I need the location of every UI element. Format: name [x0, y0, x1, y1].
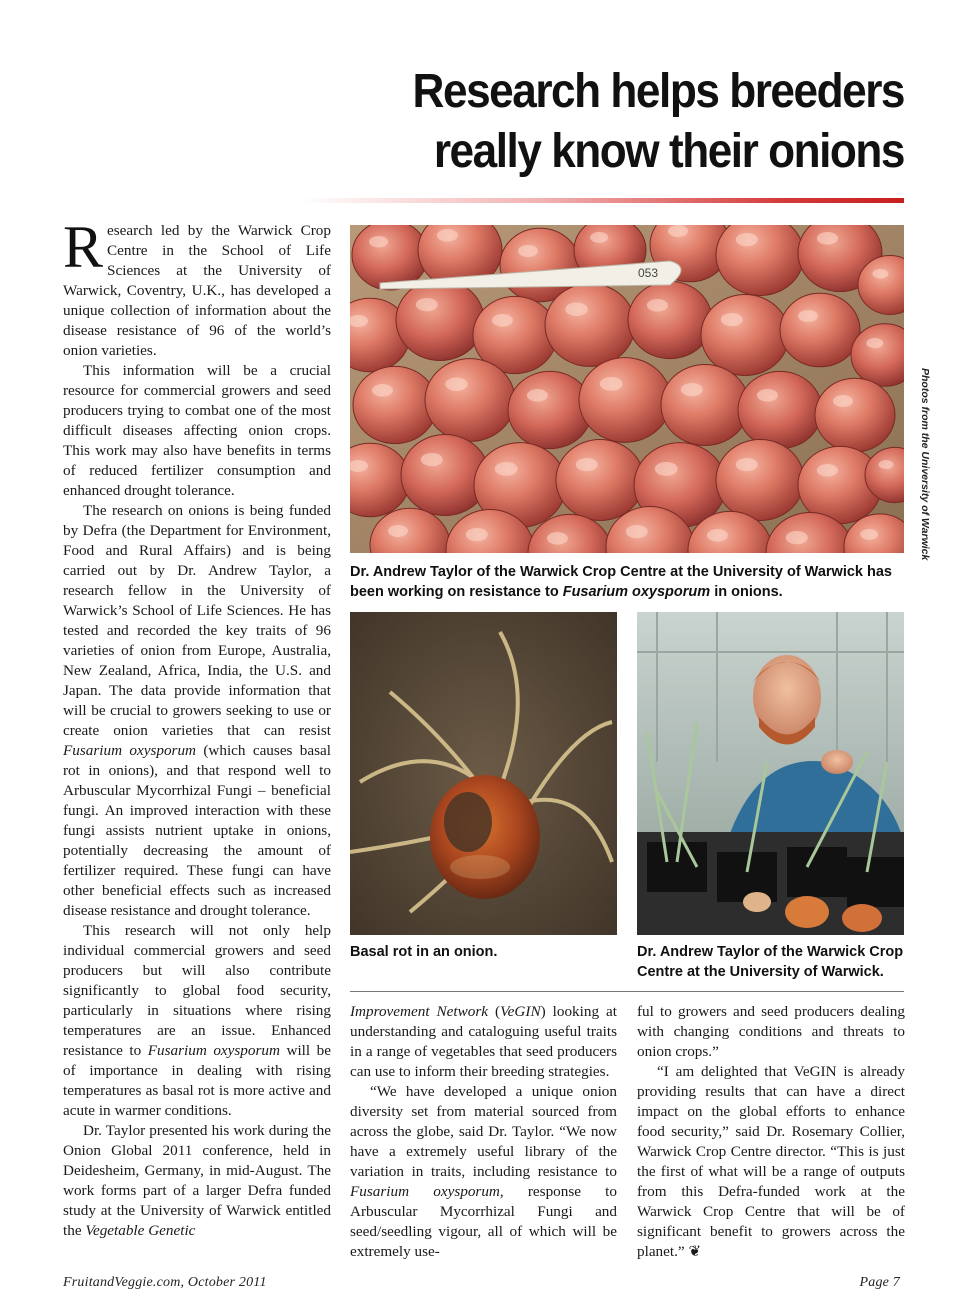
paragraph-5: Dr. Taylor presented his work during the Onion Global 2011 conference, held in Deidesheim, Germany, in mid-August. The work forms part of a larger Defra funded study at the University of Warwick entitled the Vegetable Genetic — [63, 1122, 331, 1239]
onion — [508, 371, 592, 448]
paragraph-6: “We have developed a unique onion diversity set from material sourced from across the globe, said Dr. Taylor. “We now have a extremely useful library of the variation in traits, including resistance to Fusarium oxysporum, response to Arbuscular Mycorrhizal Fungi and seed/seedling vigour, all of which will be extremely use- — [350, 1083, 617, 1260]
paragraph-2: This information will be a crucial resource for commercial growers and seed producers trying to combat one of the most difficult diseases affecting onion crops. This work may also have benefits in terms of reduced fertilizer consumption and enhanced drought tolerance. — [63, 362, 331, 499]
paragraph-5-continued: Improvement Network (VeGIN) looking at understanding and cataloguing useful traits in a range of vegetables that seed producers can use to inform their breeding strategies. — [350, 1003, 618, 1080]
caption-onions: Dr. Andrew Taylor of the Warwick Crop Centre at the University of Warwick has been working on resistance to Fusarium oxysporum in onions. — [350, 564, 892, 600]
onion — [815, 378, 895, 452]
headline-rule — [300, 198, 904, 203]
onion — [579, 358, 671, 443]
paragraph-6-continued: ful to growers and seed producers dealing with changing conditions and threats to onion crops.” — [637, 1003, 905, 1060]
article-column-3 — [637, 1002, 905, 1262]
researcher-photo — [637, 612, 904, 935]
headline-line-1: Research helps breeders — [412, 65, 904, 118]
photo-credit: Photos from the University of Warwick — [919, 368, 931, 561]
footer-page-number: Page 7 — [859, 1275, 900, 1290]
onions-crate-photo — [350, 225, 904, 553]
caption-researcher: Dr. Andrew Taylor of the Warwick Crop Centre at the University of Warwick. — [637, 944, 904, 980]
article-column-2 — [350, 1002, 617, 1262]
paragraph-1: Research led by the Warwick Crop Centre in the School of Life Sciences at the University of Warwick, Coventry, U.K., has developed a unique collection of information about the disease resistance of 96 of the world’s onion varieties. — [63, 214, 331, 359]
end-mark-icon: ❦ — [688, 1243, 702, 1260]
onion — [396, 280, 484, 361]
footer-publication: FruitandVeggie.com, October 2011 — [63, 1275, 267, 1290]
headline-line-2: really know their onions — [433, 125, 904, 178]
drop-cap: R — [63, 214, 104, 280]
onion — [425, 359, 515, 442]
paragraph-4: This research will not only help individual commercial growers and seed producers but will also contribute significantly to global food security, particularly in situations where rising temperatures are an issue. Enhanced resistance to Fusarium oxysporum will be of importance in dealing with rising temperatures as basal rot is more active and acute in warmer conditions. — [63, 922, 331, 1119]
onion — [738, 371, 822, 448]
caption-divider — [350, 991, 904, 992]
caption-basal-rot: Basal rot in an onion. — [350, 944, 498, 960]
onion — [353, 366, 437, 443]
onion — [556, 440, 644, 521]
onion — [701, 295, 789, 376]
plant-tag-number: 053 — [638, 266, 659, 280]
article-column-1 — [63, 214, 331, 1241]
basal-rot-photo — [350, 612, 617, 935]
paragraph-3: The research on onions is being funded by Defra (the Department for Environment, Food and Rural Affairs) and is being carried out by Dr. Andrew Taylor, a research fellow in the University of Warwick’s School of Life Sciences. He has tested and recorded the key traits of 96 varieties of onion from Europe, Australia, New Zealand, Africa, India, the U.S. and Japan. The data provide information that will be crucial to growers seeking to use or create onion varieties that can resist Fusarium oxysporum (which causes basal rot in onions), and that respond well to Arbuscular Mycorrhizal Fungi – beneficial fungi. An improved interaction with these fungi assists nutrient uptake in onions, potentially decreasing the amount of fertilizer required. These fungi can have other beneficial effects such as increased disease resistance and drought tolerance. — [63, 502, 331, 919]
onion — [716, 440, 804, 521]
onion — [628, 281, 712, 358]
onion — [780, 293, 860, 367]
paragraph-7: “I am delighted that VeGIN is already providing results that can have a direct impact on the global efforts to enhance food security,” said Dr. Rosemary Collier, Warwick Crop Centre director. “This is just the first of what will be a range of outputs from this Defra-funded work at the Warwick Crop Centre that will be of significant benefit to growers across the planet.” ❦ — [637, 1063, 905, 1260]
onion — [661, 365, 749, 446]
onion — [545, 284, 635, 367]
headline — [315, 62, 904, 182]
